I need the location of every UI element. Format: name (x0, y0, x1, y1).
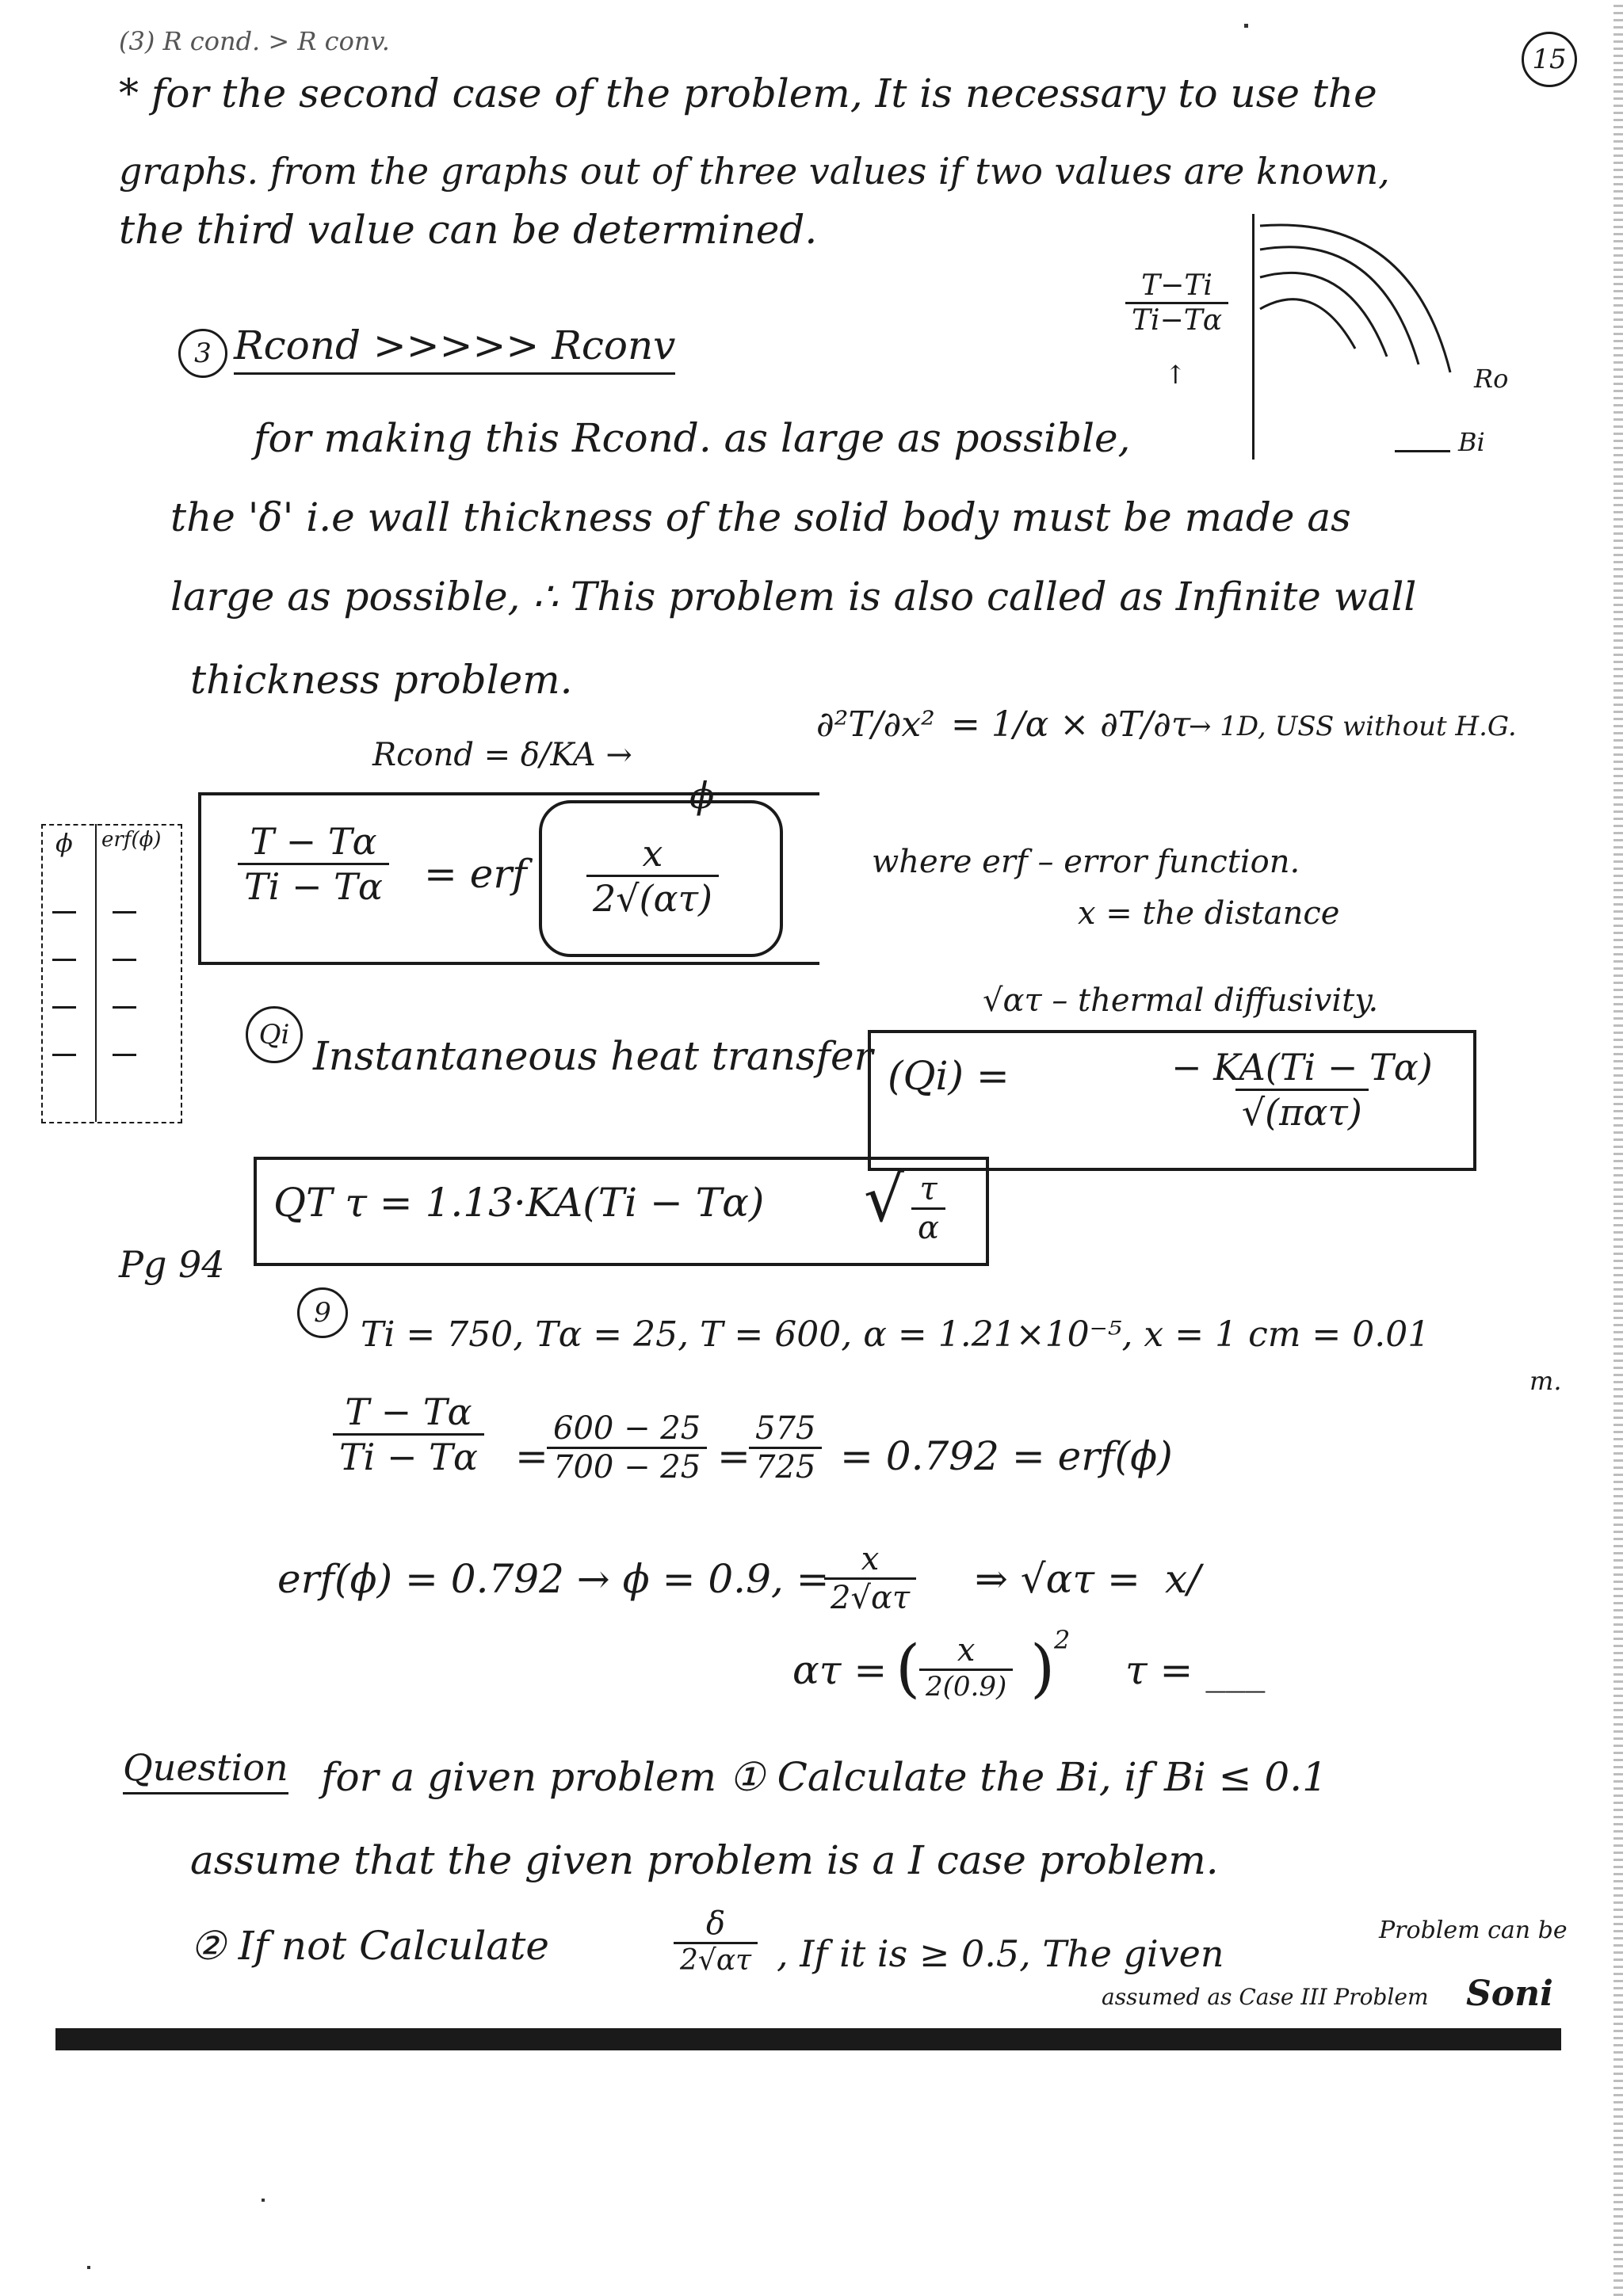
pde-note: → 1D, USS without H.G. (1189, 711, 1517, 742)
example-ratio-1: $\frac{T - T\alpha}{Ti - T\alpha}$ (333, 1390, 484, 1478)
scan-dot (262, 2199, 265, 2202)
example-question-number: 9 (297, 1287, 348, 1338)
intro-line-1: * for the second case of the problem, It is necessary to use the (119, 71, 1377, 116)
question-line-1: for a given problem ① Calculate the Bi, if Bi ≤ 0.1 (321, 1754, 1327, 1800)
example-erf-then: ⇒ √ατ = (975, 1556, 1140, 1602)
phi-table-row-8 (113, 1054, 136, 1056)
example-eq-2: = (717, 1433, 750, 1479)
erf-phi: ϕ (689, 774, 715, 817)
question-label: Question (123, 1747, 288, 1794)
rcond-equation: Rcond = δ/KA → (372, 737, 632, 773)
mini-chart-bi-label: Bi (1458, 427, 1485, 457)
qi-eq-lhs: (Qi) = (888, 1053, 1010, 1099)
question-line-2: assume that the given problem is a I case problem. (190, 1837, 1219, 1883)
bottom-border-bar (55, 2028, 1561, 2050)
phi-table-frame (41, 824, 182, 1123)
phi-table-row-3 (52, 1006, 76, 1009)
mini-chart (1125, 214, 1537, 467)
phi-table-col2: erf(ϕ) (101, 828, 162, 852)
mini-chart-bi-arrow (1395, 450, 1450, 452)
qi-text: Instantaneous heat transfer (313, 1033, 873, 1079)
question-line-3a: ② If not Calculate (190, 1923, 549, 1969)
phi-table-divider (95, 824, 97, 1122)
example-alpha-line: ατ = (792, 1647, 888, 1693)
mini-chart-ro-label: Ro (1474, 364, 1509, 394)
erf-where: where erf – error function. (872, 844, 1300, 880)
example-ratio-2: $\frac{600 - 25}{700 - 25}$ (547, 1410, 707, 1486)
question-line-3b: , If it is ≥ 0.5, The given (777, 1932, 1224, 1975)
example-ratio-result: = 0.792 = erf(ϕ) (840, 1433, 1173, 1479)
example-tau-line: τ = ___ (1125, 1647, 1266, 1693)
erf-x-def: x = the distance (1078, 895, 1340, 932)
scan-edge-strip (1613, 0, 1623, 2296)
intro-cut-line: (3) R cond. > R conv. (119, 26, 390, 56)
case3-number: 3 (178, 329, 227, 378)
page-number-badge: 15 (1522, 32, 1577, 87)
example-eq-1: = (515, 1433, 548, 1479)
example-erf-then-frac: x/ (1165, 1556, 1201, 1602)
phi-table-row-6 (113, 959, 136, 961)
example-alpha-fraction: $\frac{x}{2(0.9)}$ (919, 1632, 1013, 1703)
phi-table (41, 824, 184, 1125)
scan-dot (1244, 24, 1248, 28)
case3-text-4: thickness problem. (190, 657, 573, 703)
phi-table-row-7 (113, 1006, 136, 1009)
qt-sqrt-fraction: $\frac{\tau}{\alpha}$ (911, 1171, 945, 1246)
example-alpha-paren-close: ) (1030, 1631, 1056, 1705)
phi-table-row-1 (52, 911, 76, 913)
erf-argument: $\frac{x}{2√(\alpha\tau)}$ (586, 832, 719, 920)
example-erf-fraction: $\frac{x}{2√\alpha\tau}$ (824, 1541, 916, 1616)
case3-text-1: for making this Rcond. as large as possible, (254, 415, 1131, 461)
example-alpha-paren-open: ( (896, 1631, 921, 1705)
intro-line-2: graphs. from the graphs out of three values if two values are known, (119, 150, 1390, 193)
phi-table-col1: ϕ (55, 828, 73, 858)
mini-chart-up-arrow: ↑ (1165, 360, 1186, 390)
case3-text-3: large as possible, ∴ This problem is also called as Infinite wall (170, 574, 1417, 620)
mini-chart-curves (1252, 214, 1458, 467)
pde-lhs: ∂²T/∂x² (816, 704, 935, 745)
question-line-3c: Problem can be (1379, 1917, 1568, 1944)
qi-label: Qi (246, 1006, 303, 1063)
scan-dot (87, 2266, 90, 2269)
qi-eq-fraction: − KA(Ti − Tα) √(πατ) (1171, 1046, 1433, 1134)
mini-chart-ylabel: $\frac{T-Ti}{Ti-T\alpha}$ (1125, 269, 1228, 337)
erf-rhs: = erf (424, 851, 527, 897)
qt-sqrt-sign: √ (864, 1162, 904, 1236)
example-alpha-power: 2 (1054, 1625, 1071, 1655)
phi-table-row-4 (52, 1054, 76, 1056)
example-erf-line: erf(ϕ) = 0.792 → ϕ = 0.9, = (277, 1556, 830, 1602)
case3-text-2: the 'δ' i.e wall thickness of the solid body must be made as (170, 494, 1351, 540)
pde-rhs: = 1/α × ∂T/∂τ (951, 704, 1191, 745)
phi-table-row-5 (113, 911, 136, 913)
example-given: Ti = 750, Tα = 25, T = 600, α = 1.21×10⁻⁵, x = 1 cm = 0.01 (361, 1314, 1430, 1355)
erf-lhs: $\frac{T - T\alpha}{Ti - T\alpha}$ (238, 820, 389, 908)
qt-lhs: QT τ = 1.13·KA(Ti − Tα) (273, 1180, 765, 1226)
question-line-3d: assumed as Case III Problem (1102, 1984, 1429, 2010)
example-page-ref: Pg 94 (119, 1243, 225, 1286)
case3-heading: Rcond >>>>> Rconv (234, 323, 675, 375)
question-signature: Soni (1466, 1974, 1553, 2014)
example-ratio-3: $\frac{575}{725}$ (749, 1410, 822, 1486)
question-fraction: $\frac{\delta}{2√\alpha\tau}$ (674, 1905, 758, 1977)
phi-table-row-2 (52, 959, 76, 961)
erf-alpha-def: √ατ – thermal diffusivity. (983, 982, 1379, 1019)
intro-line-3: the third value can be determined. (119, 207, 818, 253)
example-unit: m. (1529, 1366, 1562, 1396)
